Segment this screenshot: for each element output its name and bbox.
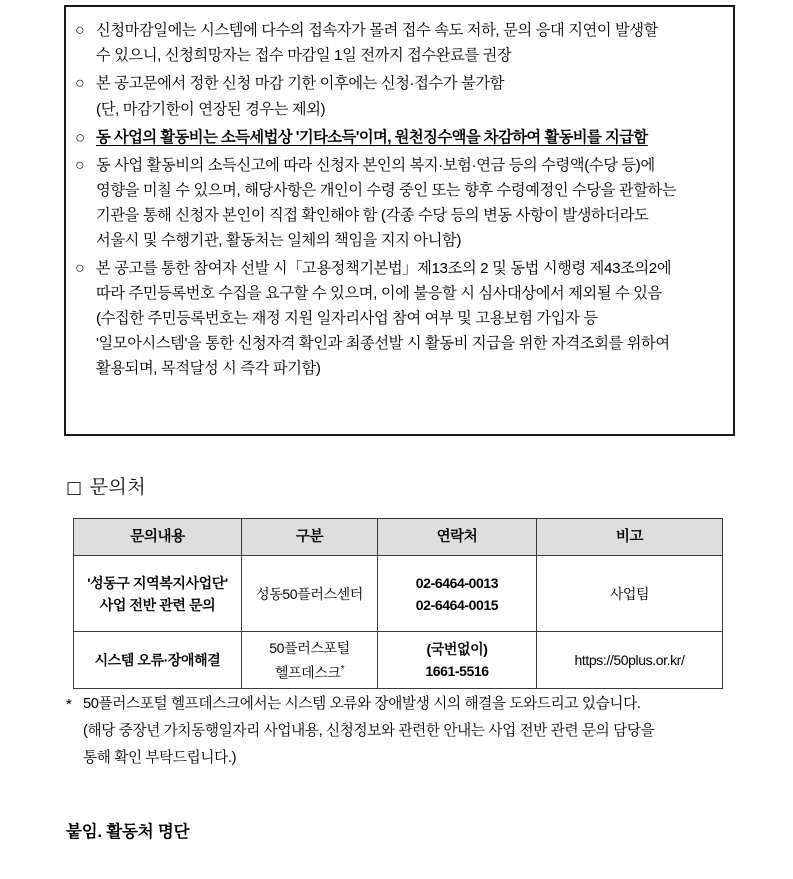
notice-line: 신청마감일에는 시스템에 다수의 접속자가 몰려 접수 속도 저하, 문의 응대 지연이 발생할 [96,22,658,39]
cell-contact: (국번없이) 1661-5516 [378,632,537,689]
notice-line: 동 사업의 활동비는 소득세법상 '기타소득'이며, 원천징수액을 차감하여 활동비를 지급함 [96,129,648,146]
notice-sub-line: (단, 마감기한이 연장된 경우는 제외) [96,101,326,118]
table-header-row [74,519,723,556]
circle-bullet-icon: ○ [75,75,85,92]
cell-remark [537,632,723,689]
notice-line: 본 공고를 통한 참여자 선발 시「고용정책기본법」제13조의 2 및 동법 시행령 제43조의2에 [96,260,672,277]
notice-line: 수 있으니, 신청희망자는 접수 마감일 1일 전까지 접수완료를 권장 [96,47,512,64]
notice-bullet-item-emphasized [75,125,721,150]
cell-inquiry: 시스템 오류·장애해결 [74,632,242,689]
column-header-division: 구분 [242,519,378,556]
section-heading-label: 문의처 [89,477,147,498]
notice-bullet-item [75,256,721,381]
table-row [74,556,723,632]
cell-contact: 02-6464-0013 02-6464-0015 [378,556,537,632]
notice-line: 따라 주민등록번호 수집을 요구할 수 있으며, 이에 불응할 시 심사대상에서 제외될 수 있음 [96,285,662,302]
asterisk-icon: * [66,696,72,713]
circle-bullet-icon: ○ [75,128,86,147]
notice-line: '일모아시스템'을 통한 신청자격 확인과 최종선발 시 활동비 지급을 위한 자격조회를 위하여 [96,335,670,352]
notice-bullet-text [96,125,721,150]
circle-bullet-icon: ○ [75,260,85,277]
circle-bullet-icon: ○ [75,22,85,39]
footnote-row [66,691,738,772]
footnote-block [66,691,738,772]
notice-bullet-item [75,71,721,96]
contact-table [73,518,723,689]
attachment-heading: 붙임. 활동처 명단 [66,823,190,841]
notice-bullet-text [96,153,721,253]
notice-bullet-text [96,256,721,381]
column-header-inquiry: 문의내용 [74,519,242,556]
footnote-line: (해당 중장년 가치동행일자리 사업내용, 신청정보와 관련한 안내는 사업 전반 관련 문의 담당을 [83,723,655,739]
footnote-text [83,691,738,772]
notice-line: 동 사업 활동비의 소득신고에 따라 신청자 본인의 복지·보험·연금 등의 수령액(수당 등)에 [96,157,655,174]
notice-box [64,5,735,436]
table-row [74,632,723,689]
cell-inquiry: '성동구 지역복지사업단' 사업 전반 관련 문의 [74,556,242,632]
column-header-contact: 연락처 [378,519,537,556]
notice-bullet-text [96,18,721,68]
website-url: https://50plus.or.kr/ [574,652,685,668]
notice-line: 영향을 미칠 수 있으며, 해당사항은 개인이 수령 중인 또는 향후 수령예정인 수당을 관할하는 [96,182,677,199]
footnote-line: 통해 확인 부탁드립니다.) [83,750,237,766]
notice-bullet-item [75,153,721,253]
notice-bullet-item [75,18,721,68]
circle-bullet-icon: ○ [75,157,85,174]
notice-line: (수집한 주민등록번호는 재정 지원 일자리사업 참여 여부 및 고용보험 가입자 등 [96,310,598,327]
notice-line: 본 공고문에서 정한 신청 마감 기한 이후에는 신청·접수가 불가함 [96,75,505,92]
section-heading-contact [66,472,146,499]
square-bullet-icon: □ [66,478,83,498]
footnote-line: 50플러스포털 헬프데스크에서는 시스템 오류와 장애발생 시의 해결을 도와드리고 있습니다. [83,696,641,712]
notice-line: 활용되며, 목적달성 시 즉각 파기함) [96,360,321,377]
cell-remark: 사업팀 [537,556,723,632]
notice-line: 기관을 통해 신청자 본인이 직접 확인해야 함 (각종 수당 등의 변동 사항이 발생하더라도 [96,207,649,224]
cell-division: 성동50플러스센터 [242,556,378,632]
notice-bullet-text [96,71,721,96]
cell-division: 50플러스포털 헬프데스크* [242,632,378,689]
footnote-marker: * [340,663,345,675]
notice-line: 서울시 및 수행기관, 활동처는 일체의 책임을 지지 아니함) [96,232,462,249]
column-header-remark: 비고 [537,519,723,556]
